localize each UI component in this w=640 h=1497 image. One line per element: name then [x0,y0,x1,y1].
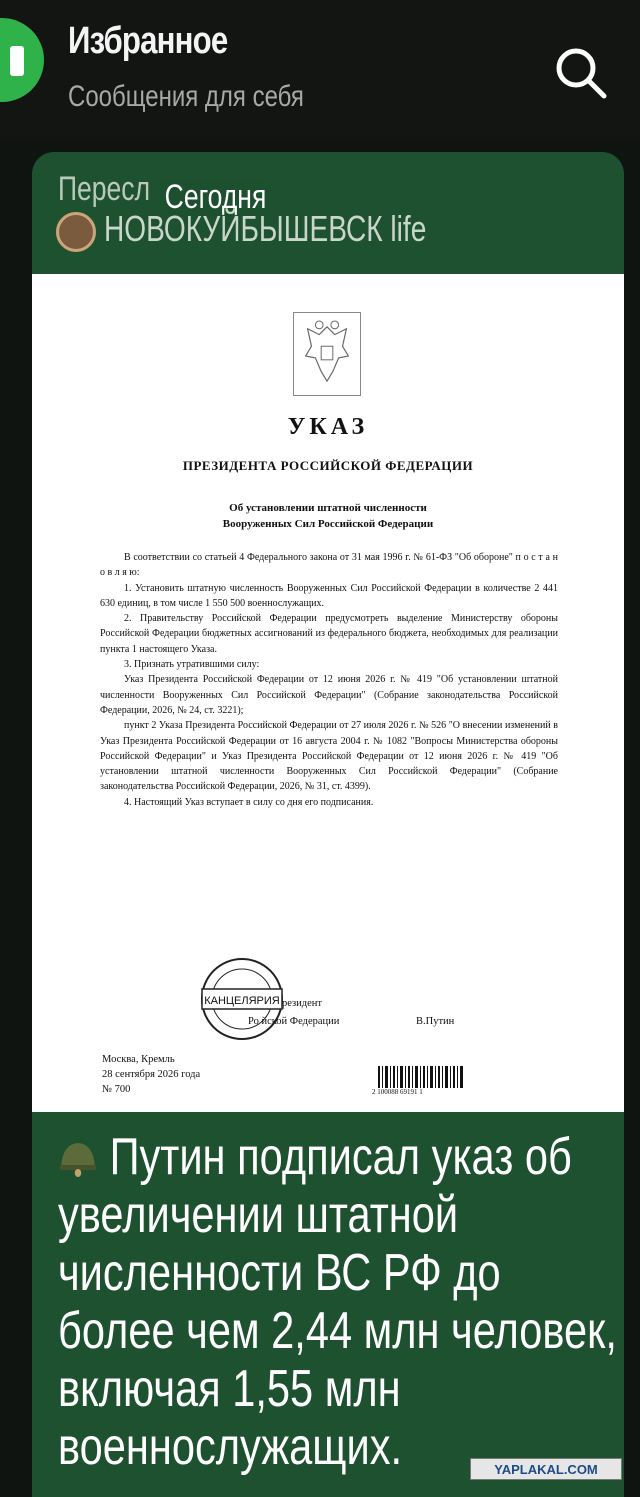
message-caption [58,1128,618,1476]
decree-heading [32,500,624,532]
watermark: YAPLAKAL.COM [470,1458,622,1480]
stamp-text: КАНЦЕЛЯРИЯ [204,995,280,1007]
signature-name: В.Путин [416,1016,455,1027]
coat-of-arms-icon [293,312,361,396]
decree-paragraph: 1. Установить штатную численность Вооруженных Сил Российской Федерации в количестве 2 441 630 единиц, в том числе 1 550 500 военнослужащих. [100,582,558,609]
forwarded-label: Пересл [58,170,151,208]
decree-body [100,550,558,810]
decree-paragraph: 2. Правительству Российской Федерации предусмотреть выделение Министерству обороны Российской Федерации бюджетных ассигнований из федерального бюджета, необходимых для реализации пункта 1 настоящего Указа. [100,613,558,655]
signature-title: резидент [282,998,323,1009]
signature-title-2: Ро йской Федерации [248,1016,340,1027]
decree-title: УКАЗ [287,414,369,440]
decree-paragraph: Указ Президента Российской Федерации от 12 июня 2026 г. № 419 "Об установлении штатной численности Вооруженных Сил Российской Федерации" (Собрание законодательства Российской Федерации, 2026, № 24, ст. 3221); [100,674,558,716]
decree-heading-line1: Об установлении штатной численности [229,502,427,514]
place-line: Москва, Кремль [102,1054,175,1065]
forwarded-channel-link[interactable]: НОВОКУЙБЫШЕВСК life [104,208,427,249]
barcode-number: 2 100088 69191 1 [372,1088,423,1096]
decree-paragraph: В соответствии со статьей 4 Федерального закона от 31 мая 1996 г. № 61-ФЗ "Об обороне" п о с т а н о в л я ю: [100,552,558,579]
search-icon[interactable] [552,44,608,100]
decree-paragraph: 3. Признать утратившими силу: [124,659,260,671]
channel-avatar-icon[interactable] [56,212,96,252]
decree-subtitle: ПРЕЗИДЕНТА РОССИЙСКОЙ ФЕДЕРАЦИИ [182,458,474,473]
chat-title[interactable]: Избранное [68,20,228,62]
date-pill: Сегодня [160,178,271,217]
chat-subtitle: Сообщения для себя [68,80,304,113]
chat-header [0,0,640,140]
chat-avatar[interactable] [0,18,44,102]
decree-paragraph: пункт 2 Указа Президента Российской Федерации от 27 июля 2026 г. № 526 "О внесении изменений в Указ Президента Российской Федерации от 16 августа 2004 г. № 1082 "Вопросы Министерства обороны Российской Федерации" и Указ Президента Российской Федерации от 12 июня 2026 г. № 419 "Об установлении штатной численности Вооруженных Сил Российской Федерации" (Собрание законодательства Российской Федерации, 2026, № 31, ст. 4399). [100,720,558,793]
military-helmet-icon [58,1138,98,1178]
date-line: 28 сентября 2026 года [102,1069,201,1080]
decree-image[interactable] [32,274,624,1112]
number-line: № 700 [102,1084,131,1095]
decree-place-date [102,1052,200,1097]
decree-paragraph: 4. Настоящий Указ вступает в силу со дня его подписания. [124,796,374,808]
caption-text: Путин подписал указ об увеличении штатной численности ВС РФ до более чем 2,44 млн человек, включая 1,55 млн военнослужащих. [58,1128,617,1476]
decree-heading-line2: Вооруженных Сил Российской Федерации [222,518,434,530]
